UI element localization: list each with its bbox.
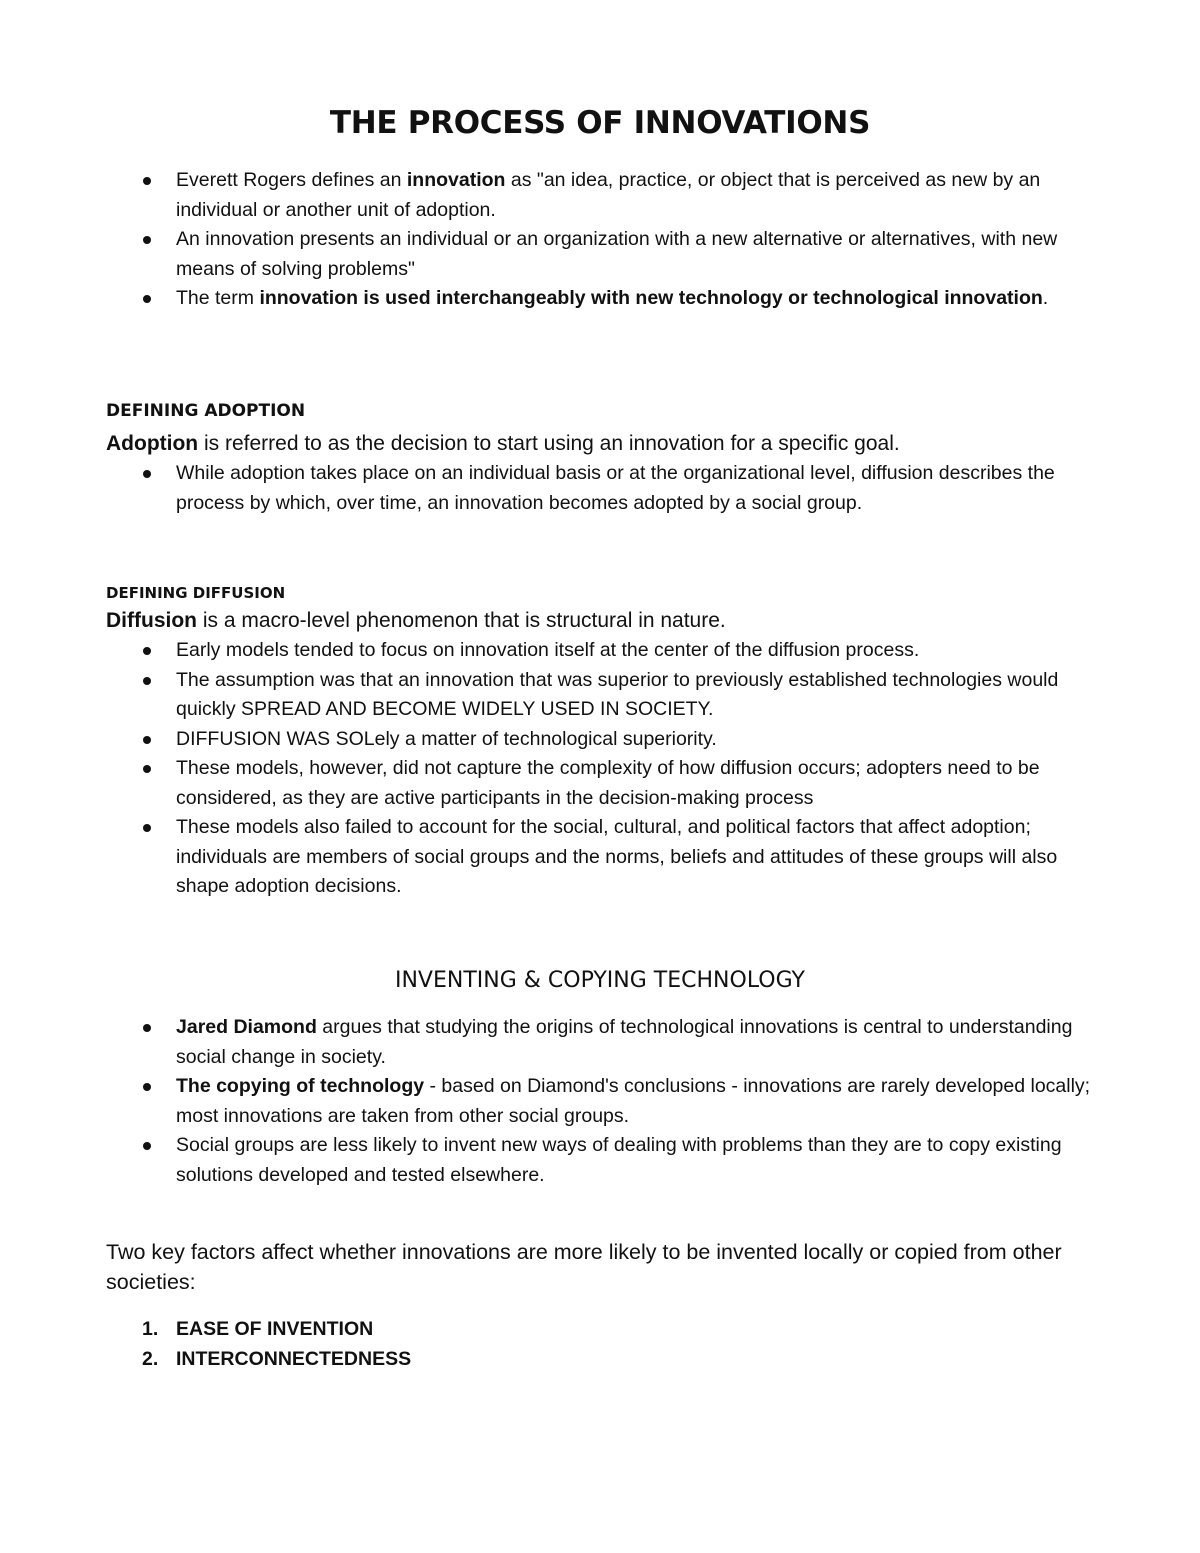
list-item: These models also failed to account for the social, cultural, and political factors that affect adoption; individuals are members of social groups and the norms, beliefs and attitudes of these groups will also shape adoption decisions. <box>106 813 1106 902</box>
list-item: The term innovation is used interchangeably with new technology or technological innovation. <box>106 284 1106 314</box>
bullet-icon <box>143 470 151 478</box>
bullet-icon <box>143 1142 151 1150</box>
bullet-icon <box>143 736 151 744</box>
inventing-bullet-list <box>106 1013 1106 1190</box>
bullet-icon <box>143 677 151 685</box>
bullet-icon <box>143 1024 151 1032</box>
list-item: 1. EASE OF INVENTION <box>142 1318 374 1340</box>
inventing-section <box>106 1013 1106 1190</box>
list-item: Early models tended to focus on innovation itself at the center of the diffusion process. <box>106 636 1106 666</box>
factors-intro: Two key factors affect whether innovations are more likely to be invented locally or copied from other societies: <box>106 1240 1062 1294</box>
list-item: Jared Diamond argues that studying the origins of technological innovations is central to understanding social change in society. <box>106 1013 1106 1072</box>
adoption-section <box>106 429 1106 518</box>
list-item: An innovation presents an individual or an organization with a new alternative or alternatives, with new means of solving problems" <box>106 225 1106 284</box>
list-item: 2. INTERCONNECTEDNESS <box>142 1347 412 1370</box>
inventing-heading: INVENTING & COPYING TECHNOLOGY <box>394 968 805 993</box>
bullet-icon <box>143 1083 151 1091</box>
bullet-icon <box>143 177 151 185</box>
adoption-bullet-list <box>106 459 1106 518</box>
bullet-icon <box>143 295 151 303</box>
diffusion-heading: DEFINING DIFFUSION <box>106 584 286 602</box>
intro-bullet-list <box>106 166 1106 314</box>
adoption-heading: DEFINING ADOPTION <box>106 401 306 421</box>
list-item: These models, however, did not capture the complexity of how diffusion occurs; adopters need to be considered, as they are active participants in the decision-making process <box>106 754 1106 813</box>
list-item: While adoption takes place on an individual basis or at the organizational level, diffusion describes the process by which, over time, an innovation becomes adopted by a social group. <box>106 459 1106 518</box>
bullet-icon <box>143 824 151 832</box>
list-item: DIFFUSION WAS SOLely a matter of technological superiority. <box>106 725 1106 755</box>
diffusion-definition: Diffusion is a macro-level phenomenon that is structural in nature. <box>106 609 726 632</box>
bullet-icon <box>143 236 151 244</box>
diffusion-bullet-list <box>106 636 1106 902</box>
intro-section <box>106 166 1106 314</box>
factors-list <box>106 1315 1106 1374</box>
page-title: THE PROCESS OF INNOVATIONS <box>329 105 871 141</box>
adoption-definition: Adoption is referred to as the decision to start using an innovation for a specific goal. <box>106 432 900 455</box>
bullet-icon <box>143 647 151 655</box>
list-item: Social groups are less likely to invent new ways of dealing with problems than they are to copy existing solutions developed and tested elsewhere. <box>106 1131 1106 1190</box>
diffusion-section <box>106 606 1106 902</box>
bullet-icon <box>143 765 151 773</box>
factors-section <box>106 1237 1106 1374</box>
list-item: Everett Rogers defines an innovation as "an idea, practice, or object that is perceived as new by an individual or another unit of adoption. <box>106 166 1106 225</box>
list-item: The assumption was that an innovation that was superior to previously established technologies would quickly SPREAD AND BECOME WIDELY USED IN SOCIETY. <box>106 666 1106 725</box>
list-item: The copying of technology - based on Diamond's conclusions - innovations are rarely developed locally; most innovations are taken from other social groups. <box>106 1072 1106 1131</box>
